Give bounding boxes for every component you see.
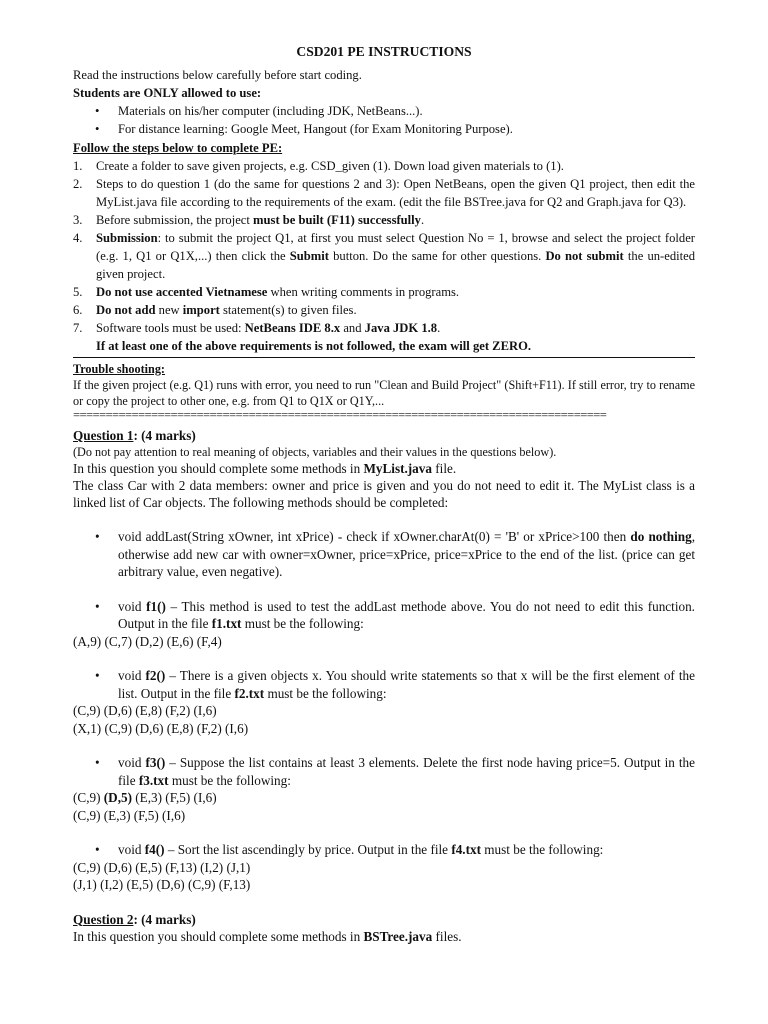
document-page <box>73 42 695 945</box>
separator-line: ================================================================================== <box>73 409 607 421</box>
f1-item <box>73 598 695 633</box>
text-run: Create a folder to save given projects, e.g. CSD_given (1). Down load given materials to (1). <box>96 159 564 173</box>
step-item <box>73 175 695 211</box>
bold-text: (D,5) <box>103 790 132 805</box>
f3-output-line <box>73 789 695 807</box>
text-run: . <box>437 321 441 335</box>
text-run: and <box>340 321 365 335</box>
step-item <box>73 319 695 337</box>
f4-output-line: (C,9) (D,6) (E,5) (F,13) (I,2) (J,1) <box>73 859 251 875</box>
text-run: void addLast(String xOwner, int xPrice) - check if xOwner.charAt(0) = 'B' or xPrice>100 then <box>118 529 631 544</box>
steps-heading: Follow the steps below to complete PE: <box>73 141 283 155</box>
q1-addlast-list <box>73 528 695 581</box>
bold-text: f1.txt <box>211 616 242 631</box>
text-run: new <box>155 303 183 317</box>
text-run: the un-edited given project. <box>96 249 695 281</box>
q1-note: (Do not pay attention to real meaning of objects, variables and their values in the questions below). <box>73 445 557 459</box>
step-number: 4. <box>73 231 83 245</box>
q1-intro <box>73 460 695 477</box>
text-run: statement(s) to given files. <box>219 303 357 317</box>
addlast-item <box>73 528 695 581</box>
text-run: void <box>118 598 147 614</box>
text-run: – Suppose the list contains at least 3 elements. Delete the first node having price=5. Output in the file <box>118 755 695 788</box>
f4-output-line: (J,1) (I,2) (E,5) (D,6) (C,9) (F,13) <box>73 877 251 892</box>
text-run: must be the following: <box>241 616 364 631</box>
text-run: (E,3) (F,5) (I,6) <box>131 790 217 805</box>
bold-text: f3.txt <box>138 772 169 788</box>
f3-output-line: (C,9) (E,3) (F,5) (I,6) <box>73 807 186 823</box>
text-run: Steps to do question 1 (do the same for questions 2 and 3): Open NetBeans, open the given Q1 project, then edit the MyList.java file according to the requirements of the exam. (edit the file BSTree.java for Q2 and Graph.java for Q3). <box>96 177 695 209</box>
q1-f4-list <box>73 841 695 859</box>
text-run: Software tools must be used: <box>96 321 245 335</box>
text-run: void <box>118 842 145 857</box>
q1-heading-label: Question 1 <box>73 428 134 443</box>
step-item <box>73 211 695 229</box>
bold-text: f4.txt <box>451 842 481 857</box>
q2-intro <box>73 928 695 945</box>
step-number: 3. <box>73 213 83 227</box>
text-run: Before submission, the project <box>96 213 254 227</box>
f2-output-line: (C,9) (D,6) (E,8) (F,2) (I,6) <box>73 703 217 718</box>
bold-text: must be built (F11) successfully <box>253 213 421 227</box>
allowed-list <box>73 102 695 138</box>
text-run: when writing comments in programs. <box>267 285 460 299</box>
step-item <box>73 283 695 301</box>
bold-text: Submit <box>289 249 329 263</box>
steps-list <box>73 157 695 337</box>
q1-intro-file: MyList.java <box>363 461 432 476</box>
bold-text: Submission <box>96 231 158 245</box>
text-run: , otherwise add new car with owner=xOwner, price=xPrice, price=xPrice to the end of the list. (price can get arbitrary value, even negative). <box>118 529 695 579</box>
q1-intro-post: file. <box>431 461 457 476</box>
bold-text: Do not submit <box>545 249 624 263</box>
q2-intro-file: BSTree.java <box>363 928 433 944</box>
step-number: 5. <box>73 285 83 299</box>
allowed-heading: Students are ONLY allowed to use: <box>73 86 262 100</box>
step-item <box>73 157 695 175</box>
allowed-item: • For distance learning: Google Meet, Hangout (for Exam Monitoring Purpose). <box>73 120 695 138</box>
q1-heading <box>73 427 695 444</box>
bold-text: do nothing <box>630 529 692 544</box>
bold-text: Do not use accented Vietnamese <box>96 285 268 299</box>
q1-marks: : (4 marks) <box>133 428 196 443</box>
text-run: (C,9) <box>73 790 104 805</box>
trouble-text: If the given project (e.g. Q1) runs with error, you need to run "Clean and Build Project" (Shift+F11). If still error, try to rename or copy the project to other one, e.g. from Q1 to Q1X or Q1Y,... <box>73 378 695 408</box>
text-run: – This method is used to test the addLast methode above. You do not need to edit this function. Output in the file <box>118 598 695 631</box>
step-number: 1. <box>73 159 83 173</box>
q1-f2-list <box>73 667 695 702</box>
bold-text: f2.txt <box>234 685 265 701</box>
q1-f3-list <box>73 754 695 789</box>
text-run: : to submit the project Q1, at first you must select Question No = 1, browse and select the project folder (e.g. 1, Q1 or Q1X,...) then click the <box>96 231 695 263</box>
step-item <box>73 301 695 319</box>
bold-text: f2() <box>145 668 166 683</box>
text-run: . <box>420 213 425 227</box>
f2-output-line: (X,1) (C,9) (D,6) (E,8) (F,2) (I,6) <box>73 720 249 736</box>
bold-text: f3() <box>145 755 166 770</box>
q2-heading-label: Question 2 <box>73 911 134 927</box>
text-run: – Sort the list ascendingly by price. Output in the file <box>164 842 452 857</box>
page-title: CSD201 PE INSTRUCTIONS <box>296 44 472 59</box>
bold-text: import <box>182 303 220 317</box>
q1-description: The class Car with 2 data members: owner and price is given and you do not need to edit it. The MyList class is a linked list of Car objects. The following methods should be completed: <box>73 478 695 510</box>
q1-intro-pre: In this question you should complete some methods in <box>73 461 364 476</box>
text-run: void <box>118 755 146 770</box>
q2-marks: : (4 marks) <box>133 911 196 927</box>
q2-intro-pre: In this question you should complete some methods in <box>73 928 364 944</box>
text-run: must be the following: <box>480 842 604 857</box>
text-run: must be the following: <box>168 772 291 788</box>
text-run: void <box>118 668 146 683</box>
q1-f1-list <box>73 598 695 633</box>
bold-text: NetBeans IDE 8.x <box>244 321 341 335</box>
bold-text: Java JDK 1.8 <box>364 321 438 335</box>
text-run: – There is a given objects x. You should write statements so that x will be the first element of the list. Output in the file <box>118 668 695 701</box>
divider <box>73 357 695 358</box>
f4-item <box>73 841 695 859</box>
step-number: 2. <box>73 177 83 191</box>
q2-heading <box>73 911 695 928</box>
step-number: 7. <box>73 321 83 335</box>
allowed-item: • Materials on his/her computer (including JDK, NetBeans...). <box>73 102 695 120</box>
zero-warning: If at least one of the above requirements is not followed, the exam will get ZERO. <box>96 339 532 353</box>
step-item <box>73 229 695 283</box>
bold-text: f4() <box>144 842 165 857</box>
bold-text: Do not add <box>96 303 156 317</box>
f2-item <box>73 667 695 702</box>
f3-item <box>73 754 695 789</box>
step-number: 6. <box>73 303 83 317</box>
f1-output-line: (A,9) (C,7) (D,2) (E,6) (F,4) <box>73 633 222 649</box>
text-run: must be the following: <box>264 685 387 701</box>
trouble-heading: Trouble shooting: <box>73 362 165 376</box>
text-run: button. Do the same for other questions. <box>328 249 546 263</box>
bold-text: f1() <box>146 598 166 614</box>
q2-intro-post: files. <box>432 928 462 944</box>
intro-text: Read the instructions below carefully before start coding. <box>73 68 362 82</box>
